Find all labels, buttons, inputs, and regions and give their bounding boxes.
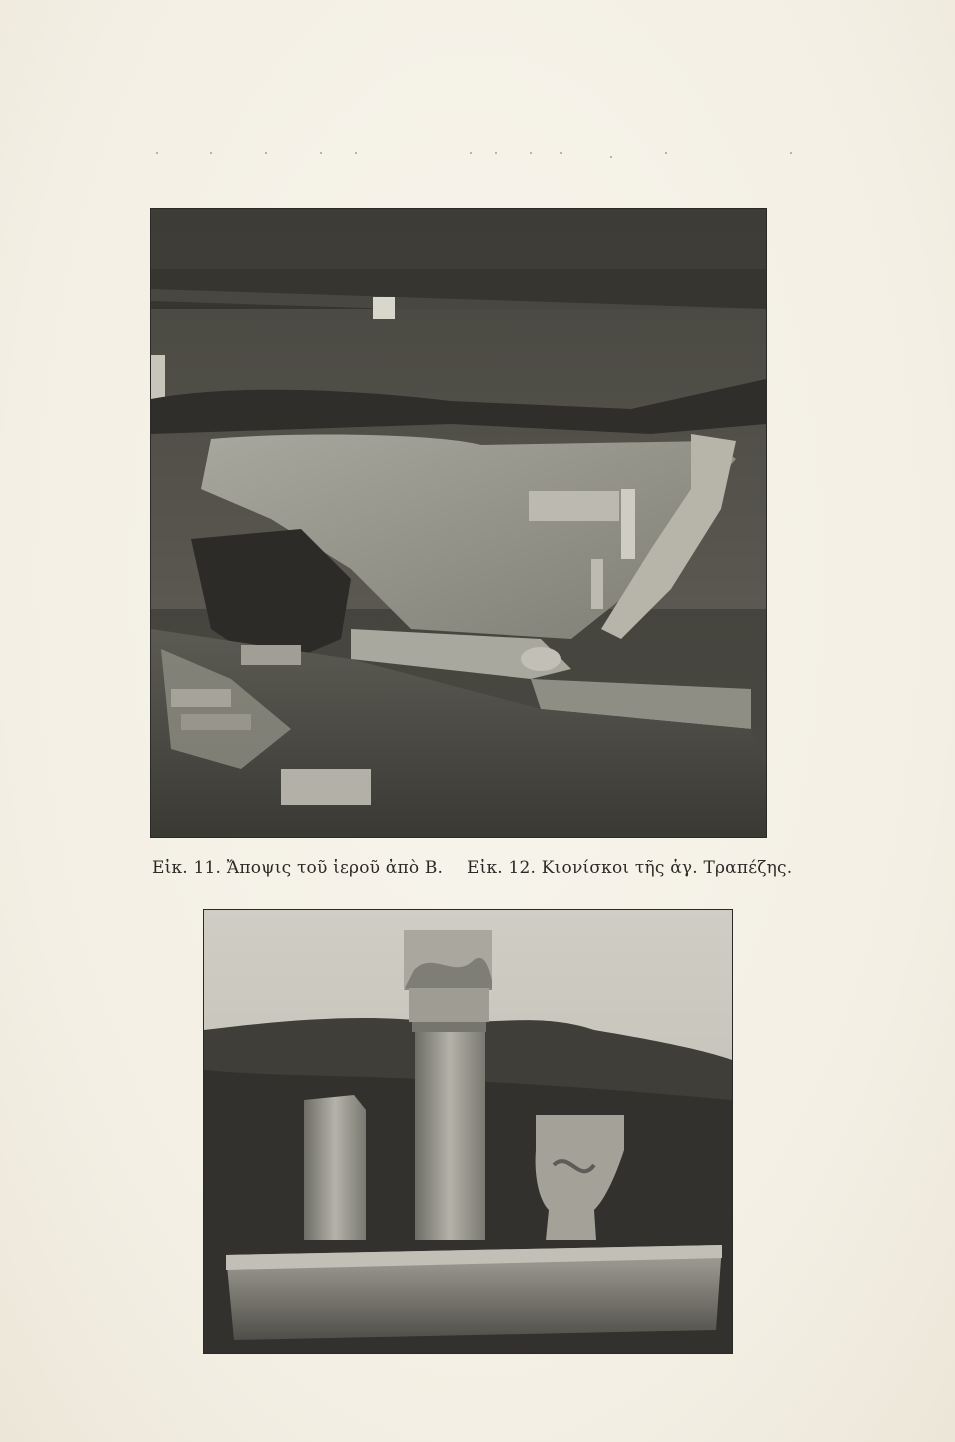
figure-12-photo (204, 910, 732, 1353)
print-specks (150, 148, 810, 162)
figure-11-caption: Εἰκ. 11. Ἄποψις τοῦ ἱεροῦ ἀπὸ Β. (152, 858, 444, 878)
excavation-view-image (151, 209, 766, 837)
caption-row (152, 858, 793, 884)
colonnettes-image (204, 910, 732, 1353)
figure-12-caption: Εἰκ. 12. Κιονίσκοι τῆς ἁγ. Τραπέζης. (467, 858, 793, 878)
figure-11-photo (151, 209, 766, 837)
